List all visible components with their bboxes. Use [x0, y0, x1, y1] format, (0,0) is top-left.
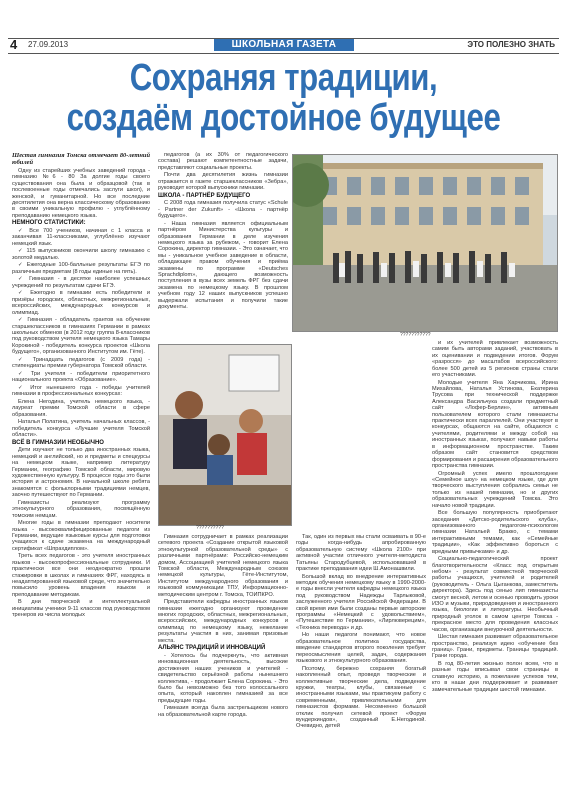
issue-date: 27.09.2013: [28, 40, 69, 49]
paragraph: Но наши педагоги понимают, что новое образовательное политика государства, введение стандартов второго поколения требует переосмысления целей, задач, содержания языкового и этнокультурного образования.: [296, 632, 426, 665]
paragraph: Молодые учителя Яна Харчикова, Ирина Михайлова, Наталья Устинова, Екатерина Трусова при технической поддержке Александра Васильчука создали предметный сайт «Лофер-Берлин», активным пользователем которого стали гимназисты практически всех параллелей. Они участвуют в конкурсах, общаются на сайте, общаются с учителями, родителями и между собой на иностранных языках, получают навыки работы в информационном пространстве. Таким образом сайт становится средством формирования и расширения образовательного пространства гимназии.: [432, 379, 558, 469]
paragraph: ✓ 115 выпускников окончили школу гимназию с золотой медалью.: [12, 248, 150, 261]
article-column-5: [432, 340, 558, 792]
headline-line-1: Сохраняя традиции,: [129, 57, 438, 99]
subheading-alliance: АЛЬЯНС ТРАДИЦИЙ И ИННОВАЦИЙ: [158, 645, 266, 652]
article-column-4: [296, 534, 426, 792]
paragraph: Поэтому, бережно сохраняя богатый накопленный опыт, проведя творческие и коллективные творческие дела, подведение кружки, театры, клубы, связанные с иностранными языками, мы практикуем работу с современными, привлекательными для гимназистов формами. Несомненно большой отклик получил сетевой проект «Форум вундеркиндов», созданный Е.Негодиной. Очевидно, детей: [296, 665, 426, 730]
paragraph: ✓ Тринадцать педагогов (с 2009 года) - стипендиаты премии губернатора Томской области.: [12, 356, 150, 370]
paragraph: Так, один из первых мы стали осваивать в 90-е годы когда-нибудь апробированную образовательную систему «Школа 2100» при активной участии отличного учителя-методиста Татьяны Стародубцевой, использовавшей в практике преподавания идеи Ш.Амонашвили.: [296, 534, 426, 573]
classroom-photo: [158, 344, 292, 526]
paragraph: Социально-педагогический проект благотворительности «Класс под открытым небом» - результат совместной творческой работы учащихся, учителей и родителей (руководитель - Ольга Цыганкова, заместитель директора). Здесь под сенью лип гимназисты смогут весной, летом и осенью проводить уроки ИЗО и музыки, природоведения и иностранного языка, биологии и литературы. Необычный природный уголок в самом центре Томска - прекрасное место для проведения классных часов, организации внеурочной деятельности.: [432, 556, 558, 633]
paragraph: Представители кафедры иностранных языков гимназии ежегодно организуют проведение многих городских, областных, межрегиональных, всероссийских, международных конкурсов и олимпиад по немецкому языку, нежелание результаты участия в них, занимая призовые места.: [158, 599, 288, 644]
page-number: 4: [10, 37, 18, 52]
lead-paragraph: Шестая гимназия Томска отмечает 80-летний юбилей: [12, 152, 150, 167]
subheading-partner: ШКОЛА - ПАРТНЁР БУДУЩЕГО: [158, 192, 251, 199]
paragraph: Гимназисты реализуют программу этнокультурного образования, посвящённую томским немцам.: [12, 499, 150, 519]
paragraph: Дети изучают не только два иностранных языка, немецкий и английский, но и предметы и спецкурсы на немецком языке, например литературу Германии, географию Томской области, мировую художественную культуру. В процессе годы это были история и астрономия. В начальной школе ребята знакомятся с фольклорными традициями немцев, заочно путешествуют по Германии.: [12, 447, 150, 499]
paragraph: Треть всех педагогов - это учителя иностранных языков - высокопрофессиональные сотрудники. И практически все они неоднократно прошли стажировки в школах и гимназиях ФРГ, находясь в неадаптированной языковой среде, что значительно повысило уровень владения языком и преподавание методикам.: [12, 553, 150, 598]
paragraph: ✓ Итог нынешнего года - победы учителей гимназии в профессиональных конкурсах:: [12, 384, 150, 398]
section-title: ЭТО ПОЛЕЗНО ЗНАТЬ: [467, 40, 555, 49]
article-column-3: [158, 534, 288, 792]
paragraph: Гимназия сотрудничает в рамках реализации сетевого проекта «Создание открытой языковой этнокультурной образовательной среды» с различными партнёрами: Российско-немецким домом, Ассоциацией учителей немецкого языка Томской области, Международным союзом немецкой культуры, Гёте-Институтом, Институтом международного образования и языковой коммуникации ТПУ, Информационно-методическим центром г. Томска, ТОИПКРО.: [158, 534, 288, 598]
newspaper-name: ШКОЛЬНАЯ ГАЗЕТА: [214, 39, 354, 51]
paragraph: ✓ Ежегодные 100-балльные результаты ЕГЭ по различным предметам (8 годы единые на пять).: [12, 262, 150, 275]
paragraph: ✓ Ежегодно в гимназии есть победители и призёры городских, областных, межрегиональных, всероссийских, международных конкурсов и олимпиад.: [12, 290, 150, 316]
paragraph: Многие годы в гимназии преподают носители языка - высококвалифицированные педагоги из Германии, ведущие языковые курсы для подготовки учащихся к сдаче экзамена на международный сертификат «Шпрахдиплом».: [12, 520, 150, 552]
paragraph: и их учителей привлекает возможность самим быть авторами заданий, участвовать в их оценивании и подведении итогов. Форум «разросся» до масштабов всероссийского: более 500 детей из 5 регионов страны стали его участниками.: [432, 340, 558, 379]
paragraph: Наталья Полатина, учитель начальных классов, - победитель конкурса «Лучшие учителя Томской области».: [12, 419, 150, 439]
paragraph: С 2008 года гимназия получила статус «Schule - Partner der Zukunft» - «Школа - партнёр будущего».: [158, 200, 288, 220]
subheading-statistics: НЕМНОГО СТАТИСТИКИ:: [12, 220, 86, 227]
paragraph: Гимназия всегда была застрельщиком нового на образовательной карте города.: [158, 705, 288, 718]
article-column-1: [12, 152, 150, 792]
paragraph: Почти два десятилетия жизнь гимназии отражается в газете старшеклассников «Зебра», руководит которой выпускники гимназии.: [158, 172, 288, 192]
paragraph: Большой вклад во внедрение интерактивных методик обучения немецкому языку в 1990-2000-е годы внесли учителя кафедры немецкого языка под руководством Надежды Тарлыковой, заслуженного учителя Российской Федерации. В свой время ими были созданы первые авторские программы «Немецкий с удовольствием», «Путешествие по Германии», «Лирлюверецим», «Техника перевода» и др.: [296, 573, 426, 631]
paragraph: - Хотелось бы подчеркнуть, что активная инновационная деятельность, высокие достижения наших учеников и учителей - свидетельство серьёзной работы нынешнего коллектива, - продолжает Елена Сорокина. - Это было бы невозможно без того колоссального опыта, который накоплен гимназией за все предыдущие годы.: [158, 652, 288, 704]
paragraph: Все большую популярность приобретают заседания «Детско-родительского клуба», организованного педагогом-психологом гимназии Натальей Бракко, с темами интерактивными темами, как «Семейные традиции», «Как эффективно бороться с вредными привычками» и др.: [432, 510, 558, 555]
paragraph: В год 80-летия жизнью полон всем, что в разные годы вписывал свои страницы в славную историю, а пожелание успехов тем, кто в наши дни поддерживает и развивает замечательные традиции шестой гимназии.: [432, 661, 558, 693]
paragraph: ✓ Гимназия - в десятке наиболее успешных учреждений по результатам сдачи ЕГЭ.: [12, 276, 150, 289]
paragraph: Огромный успех имело прошлогоднее «Семейное шоу» на немецком языке, где для творческого выступления собрались семьи не только из нашей гимназии, но и других образовательных учреждений Томска. Это начало новой традиции.: [432, 470, 558, 509]
paragraph: Одну из старейших учебных заведений города - гимназию №6 - 80 За долгие годы своего существования она была и образцовой (так в послевоенные годы отмечались заслуги школ), и женской, и гуманитарной. Но все последние десятилетия она верна классическому образованию в своими уникальную профилю - углублённому преподаванию немецкого языка.: [12, 168, 150, 219]
school-building-photo: [292, 154, 558, 332]
paragraph: - Наша гимназия является официальным партнёром Министерства культуры и образования Германии в деле изучения немецкого языка за рубежом, - говорит Елена Сорокина, директор гимназии. - Это означает, что мы - уникальное учебное заведение в области, обладающее правом обучения и приёма экзамены по программе «Deutsches Sprachdiplom», дающего возможность поступления в вузы всех земель ФРГ без сдачи экзамена по немецкому языку. В прошлом учебном году 12 наших выпускников успешно выдержали испытания и получили такие документы.: [158, 220, 288, 311]
paragraph: ✓ Три учителя - победители приоритетного национального проекта «Образование».: [12, 370, 150, 384]
headline-line-2: создаём достойное будущее: [66, 97, 501, 139]
photo-caption-2: ??????????: [196, 525, 224, 531]
subheading-unusual: ВСЁ В ГИМНАЗИИ НЕОБЫЧНО: [12, 439, 104, 446]
paragraph: педагогов (а их 30% от педагогического состава) решают компетентностные задачи, представляют социальные проекты.: [158, 152, 288, 171]
paragraph: Елена Негодина, учитель немецкого языка, - лауреат премии Томской области в сфере образования.: [12, 398, 150, 418]
article-column-2: [158, 152, 288, 340]
headline: [58, 58, 510, 138]
paragraph: ✓ Все 700 учеников, начиная с 1 класса и заканчивая 11-классниками, углублённо изучают немецкий язык.: [12, 228, 150, 247]
photo-caption-1: ???????????: [400, 332, 431, 338]
paragraph: ✓ Гимназия - обладатель грантов на обучение старшеклассников в гимназиях Германии в рамках школьных обменов (в 2012 году группа 8-классников под руководством учителя немецкого языка Тамары Корокиной - победитель конкурса проектов «Школа будущего», организованного Институтом им. Гёте).: [12, 317, 150, 356]
paragraph: Шестая гимназия развивает образовательное пространство, реализуя идею «обучение без границ». Грани, предметы. Границы традиций. Грани города.: [432, 634, 558, 660]
paragraph: В дни творческой и интеллектуальной инициативы ученики 9-11 классов под руководством тренеров из числа молодых: [12, 599, 150, 619]
